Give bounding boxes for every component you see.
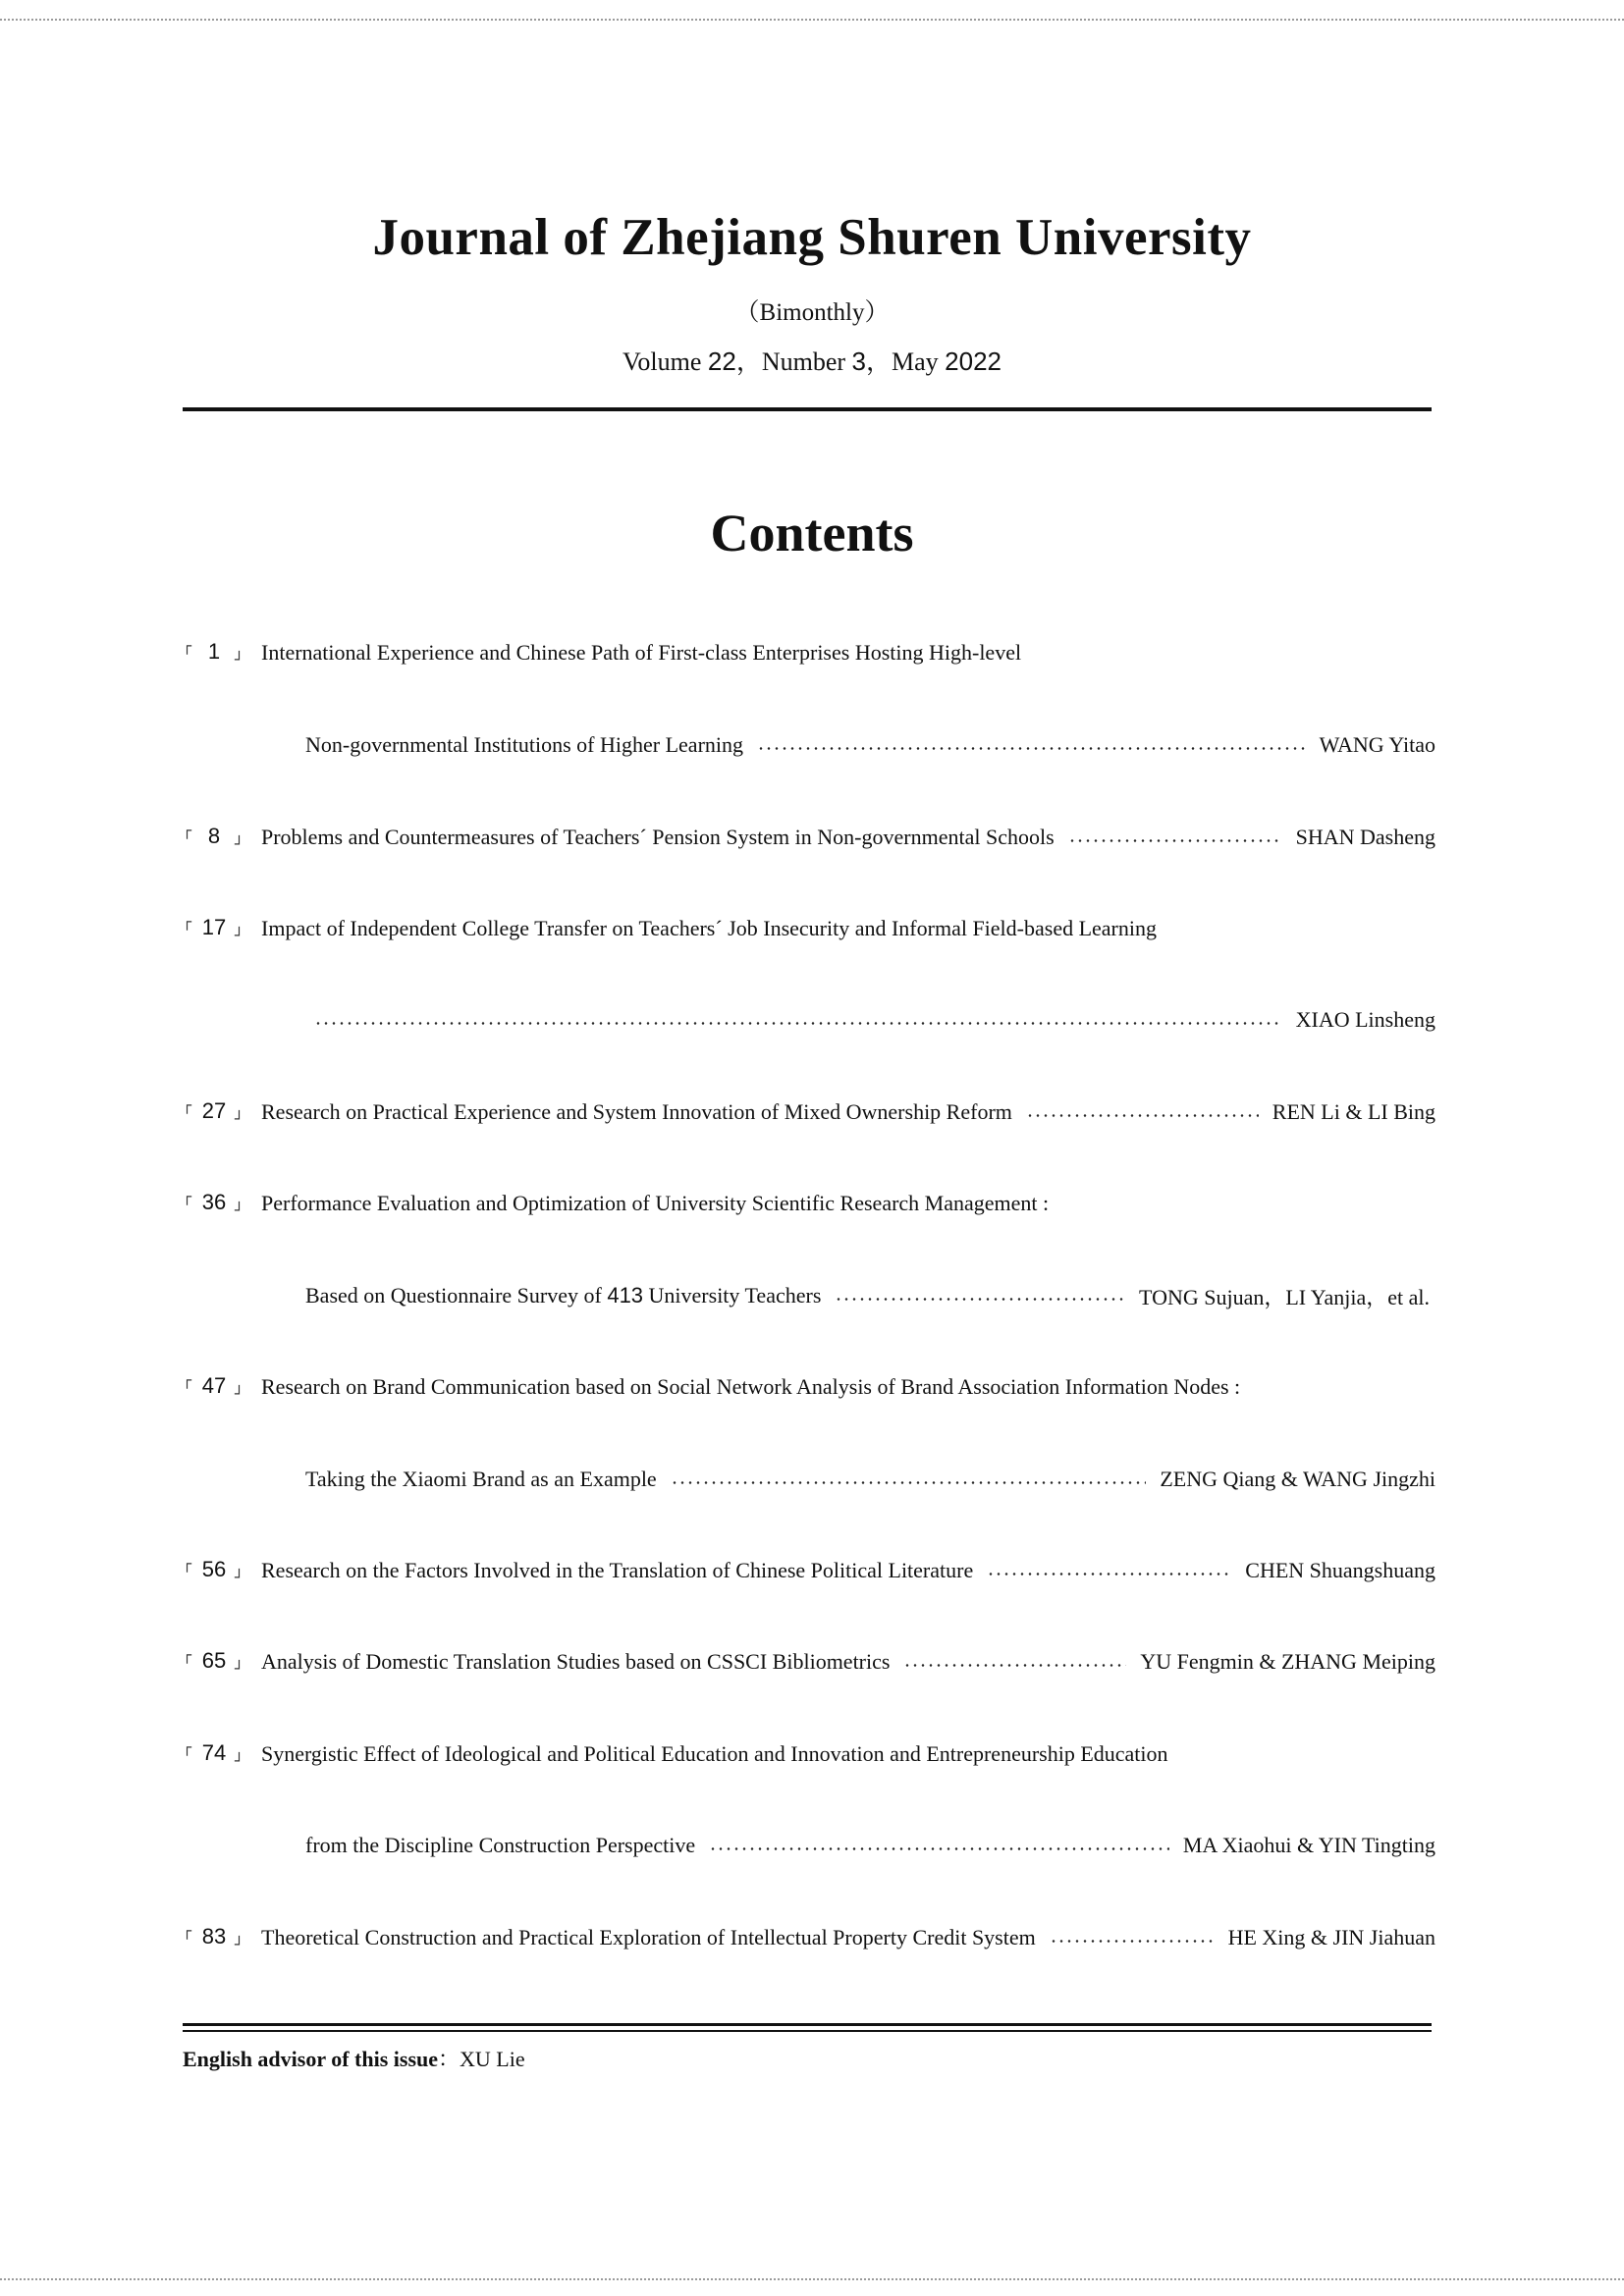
toc-entry-47[interactable] xyxy=(183,1372,1240,1402)
top-dotted-border xyxy=(0,19,1624,21)
article-author: MA Xiaohui & YIN Tingting xyxy=(1182,1833,1435,1857)
article-author: SHAN Dasheng xyxy=(1295,825,1435,849)
article-title: Research on Practical Experience and System Innovation of Mixed Ownership Reform xyxy=(261,1099,1012,1124)
article-author: YU Fengmin & ZHANG Meiping xyxy=(1140,1649,1435,1674)
toc-entry-74-cont[interactable] xyxy=(305,1831,1435,1860)
toc-entry-36-cont[interactable] xyxy=(305,1281,1430,1310)
footer-rule-bottom xyxy=(183,2030,1432,2032)
page-number: ┌ 36 $_┘$ xyxy=(183,1188,244,1219)
header-rule xyxy=(183,407,1432,411)
dot-leader xyxy=(1068,839,1282,842)
article-title: Problems and Countermeasures of Teachers´ Pension System in Non-governmental Schools xyxy=(261,825,1055,849)
dot-leader xyxy=(671,1481,1147,1484)
article-title: Performance Evaluation and Optimization of University Scientific Research Management : xyxy=(261,1191,1050,1215)
article-title: from the Discipline Construction Perspective xyxy=(305,1833,696,1857)
dot-leader xyxy=(987,1573,1231,1575)
article-title: Analysis of Domestic Translation Studies based on CSSCI Bibliometrics xyxy=(261,1649,891,1674)
article-author: TONG Sujuan，LI Yanjia，et al. xyxy=(1139,1284,1430,1309)
page-number: ┌ 27 $_┘$ xyxy=(183,1096,244,1128)
article-title: International Experience and Chinese Path of First-class Enterprises Hosting High-level xyxy=(261,640,1022,665)
toc-entry-17-cont[interactable] xyxy=(314,1005,1435,1035)
bottom-dotted-border xyxy=(0,2278,1624,2280)
dot-leader xyxy=(314,1022,1282,1025)
article-title: Impact of Independent College Transfer on Teachers´ Job Insecurity and Informal Field-based Learning xyxy=(261,916,1157,940)
article-title: Theoretical Construction and Practical Exploration of Intellectual Property Credit System xyxy=(261,1925,1036,1949)
advisor-label: English advisor of this issue xyxy=(183,2047,439,2071)
article-title: Synergistic Effect of Ideological and Political Education and Innovation and Entrepreneurship Education xyxy=(261,1741,1168,1766)
volume-number: 22 xyxy=(707,347,736,376)
dot-leader xyxy=(903,1664,1126,1667)
page-number: ┌ 83 $_┘$ xyxy=(183,1922,244,1953)
page-number: ┌ 47 $_┘$ xyxy=(183,1371,244,1403)
article-author: XIAO Linsheng xyxy=(1295,1007,1435,1032)
dot-leader xyxy=(1026,1114,1259,1117)
footer-rule-top xyxy=(183,2023,1432,2026)
advisor-separator: ： xyxy=(438,2047,460,2071)
publication-frequency: （Bimonthly） xyxy=(734,299,890,326)
toc-entry-56[interactable] xyxy=(183,1556,1435,1585)
toc-entry-36[interactable] xyxy=(183,1189,1049,1218)
toc-entry-47-cont[interactable] xyxy=(305,1465,1435,1494)
article-title: Research on Brand Communication based on Social Network Analysis of Brand Association Information Nodes : xyxy=(261,1374,1241,1399)
dot-leader xyxy=(757,747,1306,750)
advisor-name: XU Lie xyxy=(460,2047,525,2071)
toc-entry-8[interactable] xyxy=(183,823,1435,852)
page-number: ┌ 56 $_┘$ xyxy=(183,1555,244,1586)
article-title: Research on the Factors Involved in the Translation of Chinese Political Literature xyxy=(261,1558,974,1582)
dot-leader xyxy=(1050,1940,1215,1943)
page-number: ┌ 8 $_┘$ xyxy=(183,822,244,853)
toc-entry-83[interactable] xyxy=(183,1923,1435,1952)
page-number: ┌ 65 $_┘$ xyxy=(183,1646,244,1678)
contents-heading: Contents xyxy=(710,504,914,562)
toc-entry-74[interactable] xyxy=(183,1739,1168,1769)
toc-entry-27[interactable] xyxy=(183,1097,1435,1127)
issue-number: 3 xyxy=(851,347,866,376)
article-author: HE Xing & JIN Jiahuan xyxy=(1227,1925,1435,1949)
article-title: Non-governmental Institutions of Higher Learning xyxy=(305,732,744,757)
journal-title: Journal of Zhejiang Shuren University xyxy=(372,209,1252,266)
article-author: ZENG Qiang & WANG Jingzhi xyxy=(1160,1467,1435,1491)
toc-entry-1[interactable] xyxy=(183,638,1021,667)
month-label: ，May xyxy=(866,347,939,376)
article-author: CHEN Shuangshuang xyxy=(1245,1558,1435,1582)
volume-label: Volume xyxy=(622,347,702,376)
article-title: Taking the Xiaomi Brand as an Example xyxy=(305,1467,657,1491)
toc-entry-17[interactable] xyxy=(183,914,1157,943)
article-author: WANG Yitao xyxy=(1319,732,1435,757)
issue-year: 2022 xyxy=(945,347,1002,376)
toc-entry-65[interactable] xyxy=(183,1647,1435,1677)
issue-info xyxy=(0,342,1624,378)
article-author: REN Li & LI Bing xyxy=(1272,1099,1435,1124)
dot-leader xyxy=(709,1847,1169,1850)
page-number: ┌ 1 $_┘$ xyxy=(183,637,244,668)
toc-entry-1-cont[interactable] xyxy=(305,730,1435,760)
english-advisor xyxy=(183,2043,525,2073)
page-number: ┌ 17 $_┘$ xyxy=(183,913,244,944)
number-label: ，Number xyxy=(735,347,846,376)
page-number: ┌ 74 $_┘$ xyxy=(183,1738,244,1770)
article-title: Based on Questionnaire Survey of 413 University Teachers xyxy=(305,1283,822,1308)
dot-leader xyxy=(835,1298,1125,1301)
